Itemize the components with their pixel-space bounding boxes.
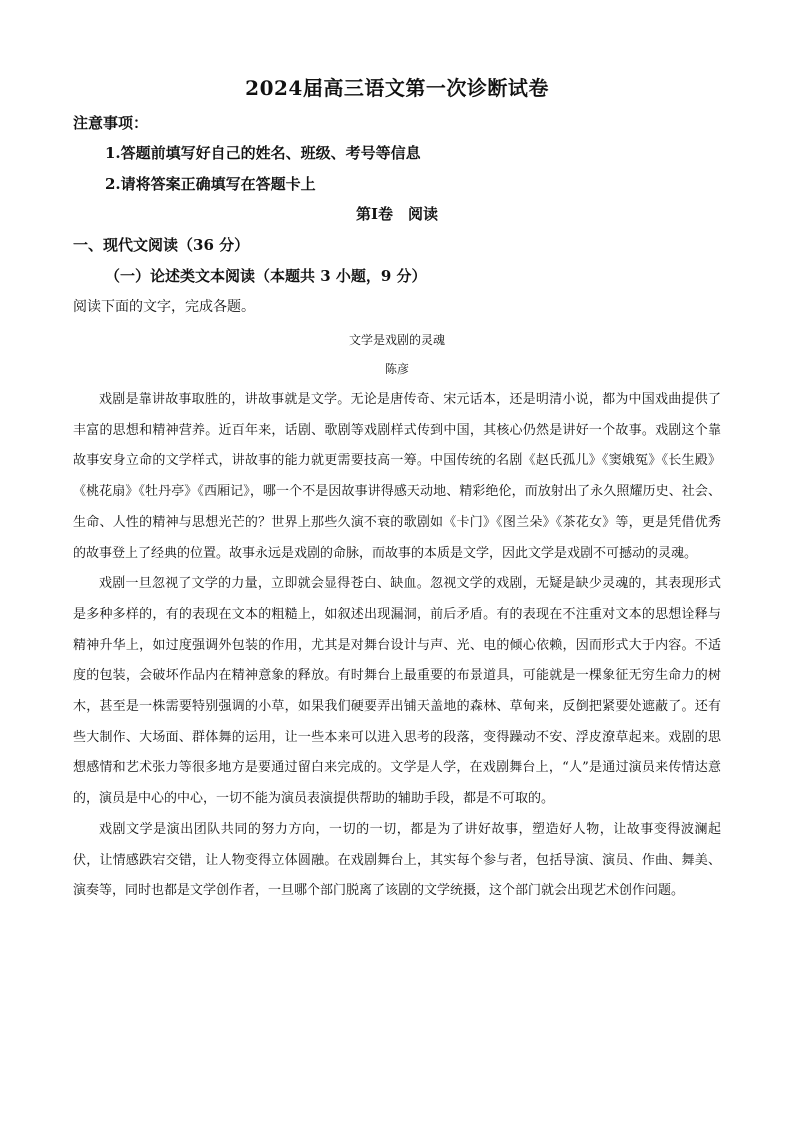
section-heading: 一、现代文阅读（36 分） [73,236,250,254]
notice-item-1: 1.答题前填写好自己的姓名、班级、考号等信息 [105,144,421,162]
article-author: 陈彦 [384,362,409,376]
volume-heading: 第Ⅰ卷 阅读 [355,205,439,223]
article-title: 文学是戏剧的灵魂 [348,333,445,347]
article-paragraph: 戏剧一旦忽视了文学的力量，立即就会显得苍白、缺血。忽视文学的戏剧，无疑是缺少灵魂的，其表现形式是多种多样的，有的表现在文本的粗糙上，如叙述出现漏洞，前后矛盾。有的表现在不注重对文本的思想诠释与精神升华上，如过度强调外包装的作用，尤其是对舞台设计与声、光、电的倾心依赖，因而形式大于内容。不适度的包装，会破坏作品内在精神意象的释放。有时舞台上最重要的布景道具，可能就是一棵象征无穷生命力的树木，甚至是一株需要特别强调的小草，如果我们硬要弄出铺天盖地的森林、草甸来，反倒把紧要处遮蔽了。还有些大制作、大场面、群体舞的运用，让一些本来可以进入思考的段落，变得躁动不安、浮皮潦草起来。戏剧的思想感情和艺术张力等很多地方是要通过留白来完成的。文学是人学，在戏剧舞台上，“人”是通过演员来传情达意的，演员是中心的中心，一切不能为演员表演提供帮助的辅助手段，都是不可取的。 [73,576,721,807]
reading-instruction: 阅读下面的文字，完成各题。 [73,299,255,315]
page-title: 2024届高三语文第一次诊断试卷 [245,76,549,100]
notice-item-2: 2.请将答案正确填写在答题卡上 [105,175,316,193]
article-paragraph: 戏剧是靠讲故事取胜的，讲故事就是文学。无论是唐传奇、宋元话本，还是明清小说，都为中国戏曲提供了丰富的思想和精神营养。近百年来，话剧、歌剧等戏剧样式传到中国，其核心仍然是讲好一个故事。戏剧这个靠故事安身立命的文学样式，讲故事的能力就更需要技高一筹。中国传统的名剧《赵氏孤儿》《窦娥冤》《长生殿》《桃花扇》《牡丹亭》《西厢记》，哪一个不是因故事讲得感天动地、精彩绝伦，而放射出了永久照耀历史、社会、生命、人性的精神与思想光芒的？世界上那些久演不衰的歌剧如《卡门》《图兰朵》《茶花女》等，更是凭借优秀的故事登上了经典的位置。故事永远是戏剧的命脉，而故事的本质是文学，因此文学是戏剧不可撼动的灵魂。 [73,392,721,561]
subsection-heading: （一）论述类文本阅读（本题共 3 小题，9 分） [105,267,427,285]
article-body [73,385,721,907]
notice-heading: 注意事项： [73,114,149,132]
article-paragraph: 戏剧文学是演出团队共同的努力方向，一切的一切，都是为了讲好故事，塑造好人物，让故事变得波澜起伏，让情感跌宕交错，让人物变得立体圆融。在戏剧舞台上，其实每个参与者，包括导演、演员、作曲、舞美、演奏等，同时也都是文学创作者，一旦哪个部门脱离了该剧的文学统摄，这个部门就会出现艺术创作问题。 [73,821,721,899]
